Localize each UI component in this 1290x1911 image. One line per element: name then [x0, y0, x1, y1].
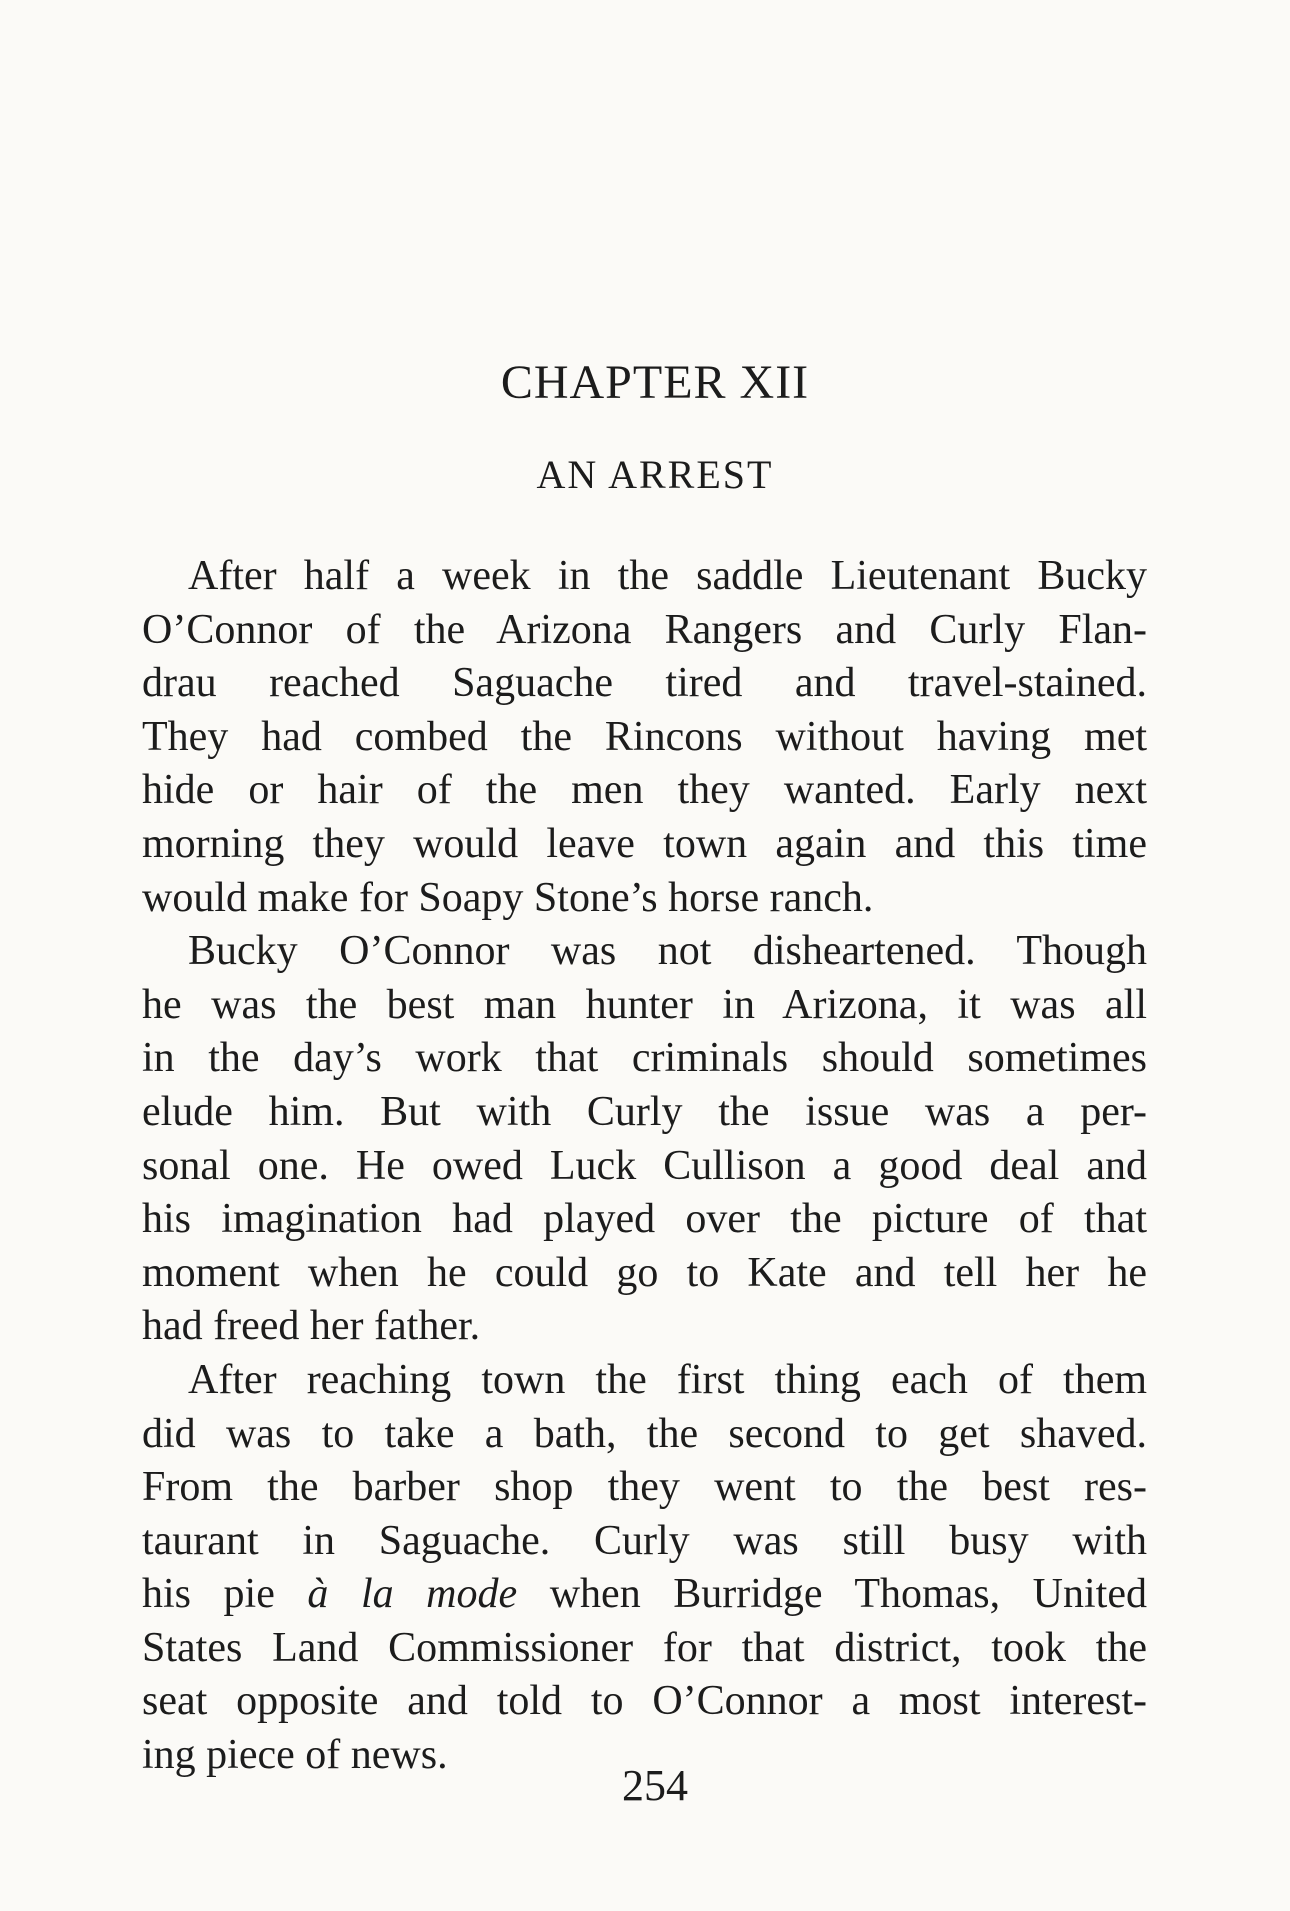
text-line: elude him. But with Curly the issue was a per- [142, 1088, 1147, 1135]
page-number: 254 [622, 1761, 688, 1810]
text-line: had freed her father. [142, 1303, 481, 1350]
paragraph [142, 1354, 1147, 1783]
text-line: taurant in Saguache. Curly was still busy with [142, 1517, 1147, 1564]
text-line: did was to take a bath, the second to get shaved. [142, 1410, 1147, 1457]
text-line: seat opposite and told to O’Connor a most interest- [142, 1678, 1147, 1725]
text-line: he was the best man hunter in Arizona, it was all [142, 981, 1147, 1028]
text-segment: when Burridge Thomas, United [549, 1571, 1147, 1618]
text-line [142, 1568, 1147, 1622]
text-line: After reaching town the first thing each of them [188, 1356, 1147, 1403]
text-line: States Land Commissioner for that district, took the [142, 1624, 1147, 1671]
text-segment: his pie [142, 1571, 275, 1618]
text-line: O’Connor of the Arizona Rangers and Curly Flan- [142, 606, 1147, 653]
text-line: his imagination had played over the picture of that [142, 1196, 1147, 1243]
body-text [142, 550, 1147, 1783]
chapter-subtitle: AN ARREST [536, 452, 774, 497]
text-line: After half a week in the saddle Lieutenant Bucky [188, 553, 1147, 599]
text-line: would make for Soapy Stone’s horse ranch. [142, 874, 874, 921]
chapter-title: CHAPTER XII [500, 356, 810, 409]
italic-phrase: à la mode [307, 1571, 518, 1618]
paragraph [142, 925, 1147, 1354]
text-line: Bucky O’Connor was not disheartened. Though [188, 928, 1147, 975]
text-line: hide or hair of the men they wanted. Early next [142, 767, 1147, 814]
text-line: drau reached Saguache tired and travel-stained. [142, 660, 1147, 707]
text-line: ing piece of news. [142, 1732, 448, 1779]
text-line: in the day’s work that criminals should sometimes [142, 1035, 1147, 1082]
text-line: From the barber shop they went to the best res- [142, 1464, 1147, 1511]
text-line: moment when he could go to Kate and tell her he [142, 1249, 1147, 1296]
text-line: They had combed the Rincons without having met [142, 713, 1147, 760]
paragraph [142, 550, 1147, 925]
text-line: sonal one. He owed Luck Cullison a good deal and [142, 1142, 1147, 1189]
text-line: morning they would leave town again and this time [142, 820, 1147, 867]
